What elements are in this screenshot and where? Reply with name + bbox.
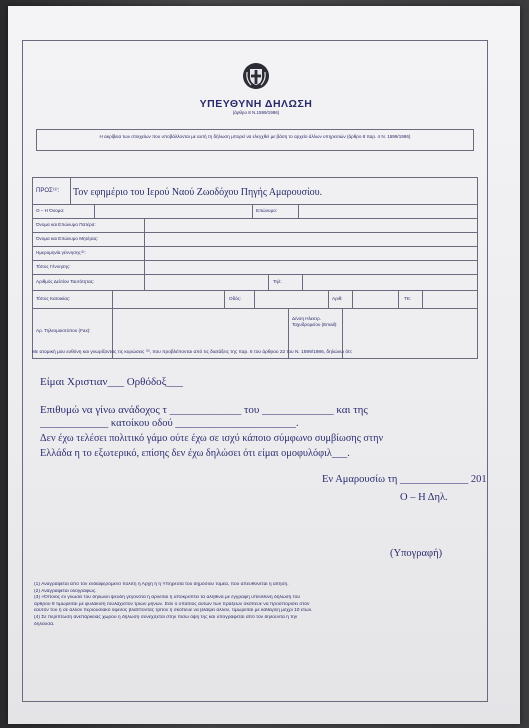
verification-notice: Η ακρίβεια των στοιχείων που υποβάλλονται με αυτή τη δήλωση μπορεί να ελεγχθεί με βάση το αρχείο άλλων υπηρεσιών (άρθρο 8 παρ. 4 Ν. 1599/1986) <box>36 129 474 151</box>
number-field[interactable] <box>353 290 399 308</box>
surname-field[interactable] <box>299 204 477 218</box>
footnote-4-cont: δηλούσα. <box>34 621 55 627</box>
declaration-form <box>32 177 478 359</box>
form-row-mother <box>33 232 477 247</box>
form-row-birthdate <box>33 246 477 261</box>
declarant-label: Ο – Η Δηλ. <box>400 492 448 503</box>
postal-label: ΤΚ: <box>404 296 412 301</box>
footnote-2: (2) Αναγράφεται ολογράφως. <box>34 588 97 594</box>
footnote-3-cont-a: άρθρου 8 τιμωρείται με φυλάκιση τουλάχιστον τριών μηνών. Εάν ο υπαίτιος αυτών των πράξεων σκόπευε να προσπορίσει στον <box>34 601 310 607</box>
greek-coat-of-arms-icon <box>242 62 270 90</box>
name-field[interactable] <box>95 204 253 218</box>
birthplace-label: Τόπος Γέννησης: <box>36 264 71 269</box>
form-row-birthplace <box>33 260 477 275</box>
form-row-id <box>33 274 477 291</box>
body-line-address: _____________ κατοίκου οδού _______________________. <box>40 418 299 429</box>
document-title: ΥΠΕΥΘΥΝΗ ΔΗΛΩΣΗ <box>199 98 313 110</box>
residence-field[interactable] <box>113 290 225 308</box>
birthplace-field[interactable] <box>145 260 477 274</box>
signature-label: (Υπογραφή) <box>390 548 443 559</box>
residence-label: Τόπος Κατοικίας: <box>36 296 71 301</box>
footnotes <box>34 582 474 628</box>
footnote-1: (1) Αναγράφεται από τον ενδιαφερόμενο πολίτη ή Αρχή ή η Υπηρεσία του δημόσιου τομέα, που απευθύνεται η αίτηση. <box>34 582 289 587</box>
birthdate-field[interactable] <box>145 246 477 260</box>
mother-label: Όνομα και Επώνυμο Μητέρας: <box>36 236 99 241</box>
email-label: Δ/νση Ηλεκτρ. Ταχυδρομείου (Email): <box>292 316 338 327</box>
number-label: Αριθ: <box>332 296 343 301</box>
fax-label: Αρ. Τηλεομοιοτύπου (Fax): <box>36 328 91 333</box>
declaration-note: Με ατομική μου ευθύνη και γνωρίζοντας τις κυρώσεις ⁽³⁾, που προβλέπονται από τις διατάξεις της παρ. 6 του άρθρου 22 του Ν. 1599/1986, δηλώνω ότι: <box>32 350 353 355</box>
body-line-statement: Ελλάδα η το εξωτερικό, επίσης δεν έχω δηλώσει ότι είμαι ομοφυλόφιλ___. <box>40 448 350 459</box>
body-line-godparent: Επιθυμώ να γίνω ανάδοχος τ _____________ του _____________ και της <box>40 404 368 416</box>
surname-label: Επώνυμο: <box>256 208 278 213</box>
street-field[interactable] <box>255 290 329 308</box>
id-label: Αριθμός Δελτίου Ταυτότητας: <box>36 279 95 284</box>
recipient-label: ΠΡΟΣ⁽¹⁾: <box>36 188 60 194</box>
date-line: Εν Αμαρουσίω τη _____________ 201 <box>322 474 487 485</box>
mother-field[interactable] <box>145 232 477 246</box>
document-subtitle: (άρθρο 8 Ν.1599/1986) <box>232 110 280 115</box>
body-line-marriage: Δεν έχω τελέσει πολιτικό γάμο ούτε έχω σε ισχύ κάποιο σύμφωνο συμβίωσης στην <box>40 433 384 444</box>
postal-field[interactable] <box>423 290 477 308</box>
phone-label: Τηλ: <box>273 279 282 284</box>
phone-field[interactable] <box>303 274 477 290</box>
recipient-value[interactable]: Τον εφημέριο του Ιερού Ναού Ζωοδόχου Πηγής Αμαρουσίου. <box>73 187 323 198</box>
street-label: Οδός: <box>229 296 242 301</box>
body-line-faith: Είμαι Χριστιαν___ Ορθόδοξ___ <box>40 376 184 388</box>
form-row-recipient <box>33 178 477 205</box>
form-row-name <box>33 204 477 219</box>
form-row-residence <box>33 290 477 309</box>
birthdate-label: Ημερομηνία γέννησης⁽²⁾: <box>36 250 86 255</box>
footnote-3: (3) «Όποιος εν γνώσει του δηλώνει ψευδή γεγονότα ή αρνείται ή αποκρύπτει τα αληθινά με έγγραφη υπεύθυνη δήλωση του <box>34 595 300 601</box>
id-field[interactable] <box>145 274 269 290</box>
footnote-4: (4) Σε περίπτωση ανεπάρκειας χώρου η δήλωση συνεχίζεται στην πίσω όψη της και υπογράφεται από τον δηλούντα ή την <box>34 614 298 620</box>
form-row-father <box>33 218 477 233</box>
father-field[interactable] <box>145 218 477 232</box>
father-label: Όνομα και Επώνυμο Πατέρα: <box>36 222 96 227</box>
footnote-3-cont-b: εαυτόν του ή σε άλλον περιουσιακό όφελος βλάπτοντας τρίτον ή σκόπευε να βλάψει άλλον, τιμωρείται με κάθειρξη μέχρι 10 ετών. <box>34 608 313 614</box>
name-label: Ο – Η Όνομα: <box>36 208 65 213</box>
